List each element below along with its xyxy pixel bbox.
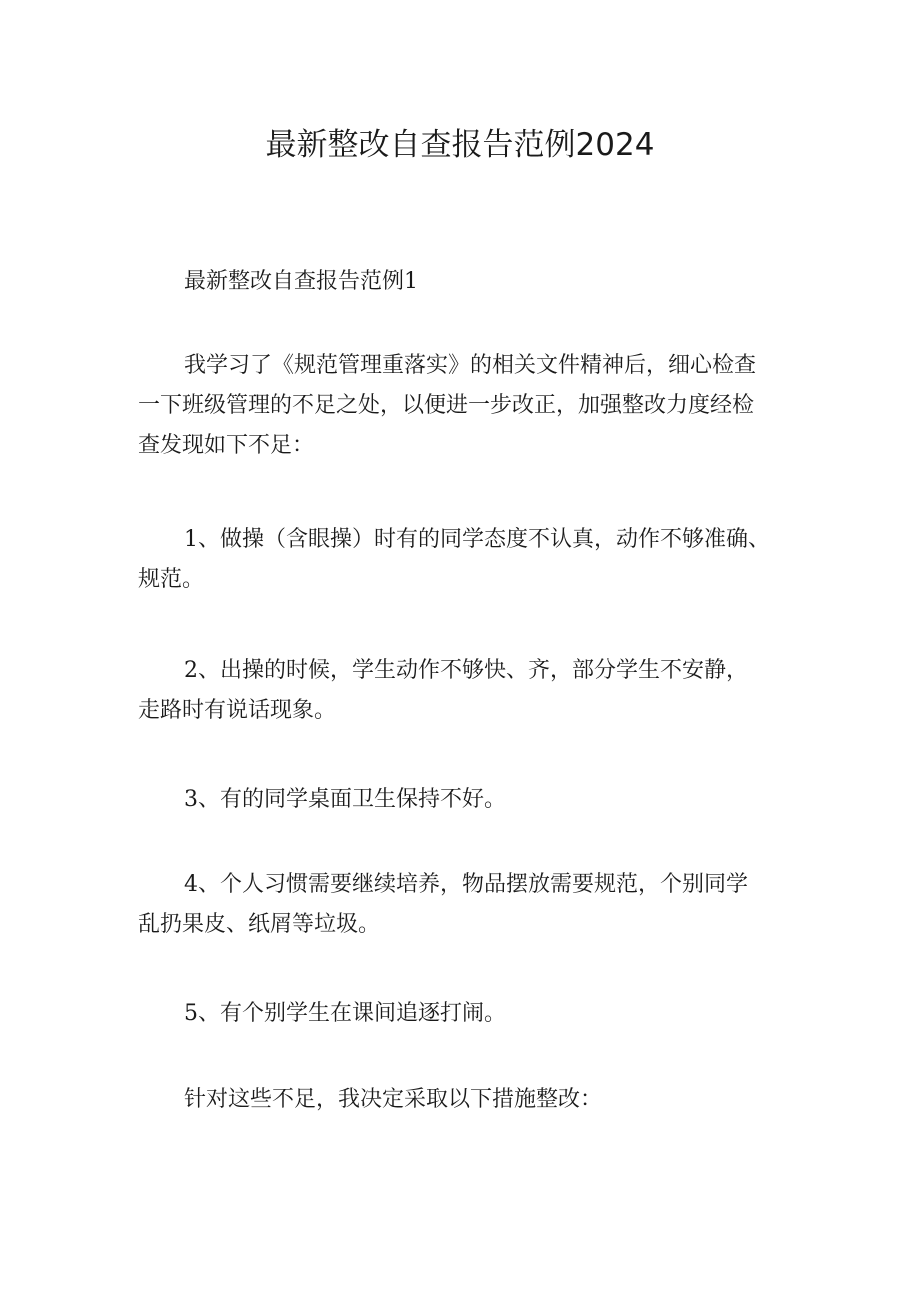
paragraph-line: 3、有的同学桌面卫生保持不好。	[184, 787, 506, 812]
paragraph-line: 我学习了《规范管理重落实》的相关文件精神后，细心检查	[184, 353, 757, 378]
paragraph-item-5	[138, 994, 798, 1034]
paragraph-line: 5、有个别学生在课间追逐打闹。	[184, 1001, 506, 1026]
paragraph-measures	[138, 1080, 798, 1120]
paragraph-line: 乱扔果皮、纸屑等垃圾。	[138, 912, 381, 937]
document-title: 最新整改自查报告范例2024	[265, 127, 655, 163]
paragraph-item-1	[138, 520, 798, 600]
paragraph-item-2	[138, 651, 798, 731]
paragraph-line: 走路时有说话现象。	[138, 698, 337, 723]
paragraph-line: 2、出操的时候，学生动作不够快、齐，部分学生不安静，	[184, 658, 748, 683]
paragraph-subtitle	[138, 262, 798, 302]
paragraph-line: 查发现如下不足：	[138, 433, 315, 458]
paragraph-line: 4、个人习惯需要继续培养，物品摆放需要规范，个别同学	[184, 872, 748, 897]
paragraph-line: 最新整改自查报告范例1	[184, 269, 418, 294]
paragraph-item-3	[138, 780, 798, 820]
paragraph-line: 1、做操（含眼操）时有的同学态度不认真，动作不够准确、	[184, 527, 770, 552]
paragraph-item-4	[138, 865, 798, 945]
paragraph-line: 一下班级管理的不足之处，以便进一步改正，加强整改力度经检	[138, 393, 755, 418]
paragraph-line: 针对这些不足，我决定采取以下措施整改：	[184, 1087, 603, 1112]
paragraph-intro	[138, 346, 798, 466]
paragraph-line: 规范。	[138, 567, 205, 592]
